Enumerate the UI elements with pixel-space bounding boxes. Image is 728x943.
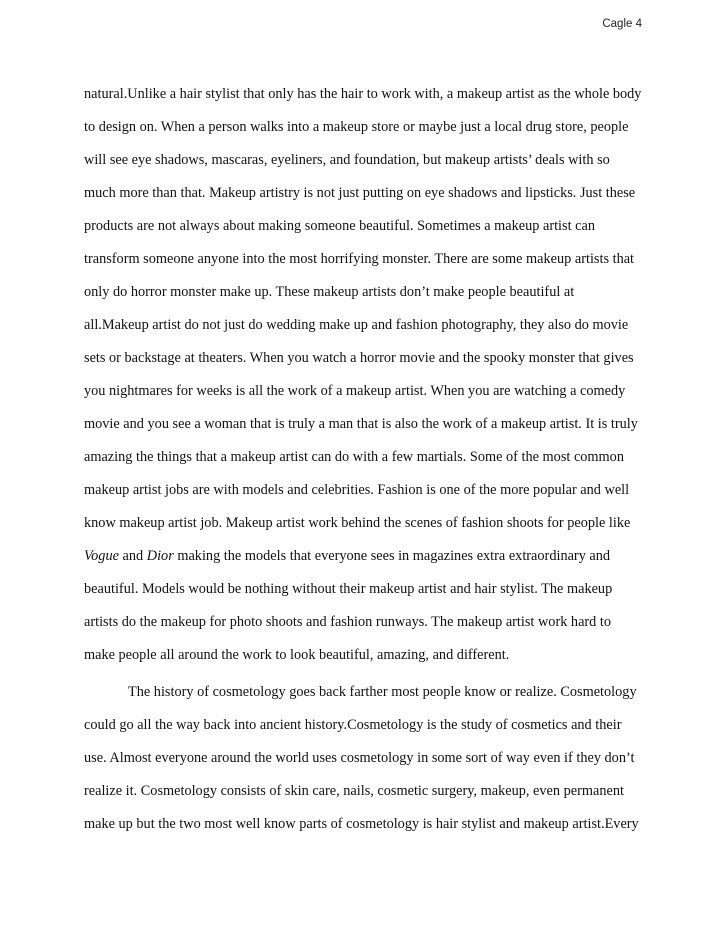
body-line: natural.Unlike a hair stylist that only has the hair to work with, a makeup artist as the whole body xyxy=(84,86,642,102)
running-head: Cagle 4 xyxy=(602,18,642,30)
body-line-indented: The history of cosmetology goes back farther most people know or realize. Cosmetology xyxy=(128,684,637,700)
body-line: you nightmares for weeks is all the work of a makeup artist. When you are watching a comedy xyxy=(84,383,626,399)
italic-title-dior: Dior xyxy=(146,548,174,564)
body-line: artists do the makeup for photo shoots and fashion runways. The makeup artist work hard to xyxy=(84,614,612,630)
body-line: transform someone anyone into the most horrifying monster. There are some makeup artists that xyxy=(84,251,635,267)
body-line: amazing the things that a makeup artist can do with a few martials. Some of the most common xyxy=(84,449,624,465)
body-line: use. Almost everyone around the world uses cosmetology in some sort of way even if they don’t xyxy=(84,750,635,766)
line-text: making the models that everyone sees in magazines extra extraordinary and xyxy=(173,548,611,564)
body-line: all.Makeup artist do not just do wedding make up and fashion photography, they also do movie xyxy=(84,317,629,333)
body-line: realize it. Cosmetology consists of skin care, nails, cosmetic surgery, makeup, even permanent xyxy=(84,783,624,799)
line-text: and xyxy=(118,548,147,564)
body-line: products are not always about making someone beautiful. Sometimes a makeup artist can xyxy=(84,218,595,234)
body-line: sets or backstage at theaters. When you watch a horror movie and the spooky monster that gives xyxy=(84,350,634,366)
body-line: movie and you see a woman that is truly a man that is also the work of a makeup artist. It is truly xyxy=(84,416,638,432)
body-line: make people all around the work to look beautiful, amazing, and different. xyxy=(84,647,510,663)
body-line: only do horror monster make up. These makeup artists don’t make people beautiful at xyxy=(84,284,575,300)
body-line: makeup artist jobs are with models and celebrities. Fashion is one of the more popular and well xyxy=(84,482,630,498)
body-line: beautiful. Models would be nothing without their makeup artist and hair stylist. The makeup xyxy=(84,581,613,597)
italic-title-vogue: Vogue xyxy=(84,548,119,564)
body-line-with-italics xyxy=(84,548,610,565)
body-line: will see eye shadows, mascaras, eyeliners, and foundation, but makeup artists’ deals with so xyxy=(84,152,610,168)
body-line: much more than that. Makeup artistry is not just putting on eye shadows and lipsticks. Just these xyxy=(84,185,636,201)
body-line: know makeup artist job. Makeup artist work behind the scenes of fashion shoots for people like xyxy=(84,515,631,531)
body-line: to design on. When a person walks into a makeup store or maybe just a local drug store, people xyxy=(84,119,629,135)
body-line: make up but the two most well know parts of cosmetology is hair stylist and makeup artist.Every xyxy=(84,816,639,832)
body-line: could go all the way back into ancient history.Cosmetology is the study of cosmetics and their xyxy=(84,717,622,733)
